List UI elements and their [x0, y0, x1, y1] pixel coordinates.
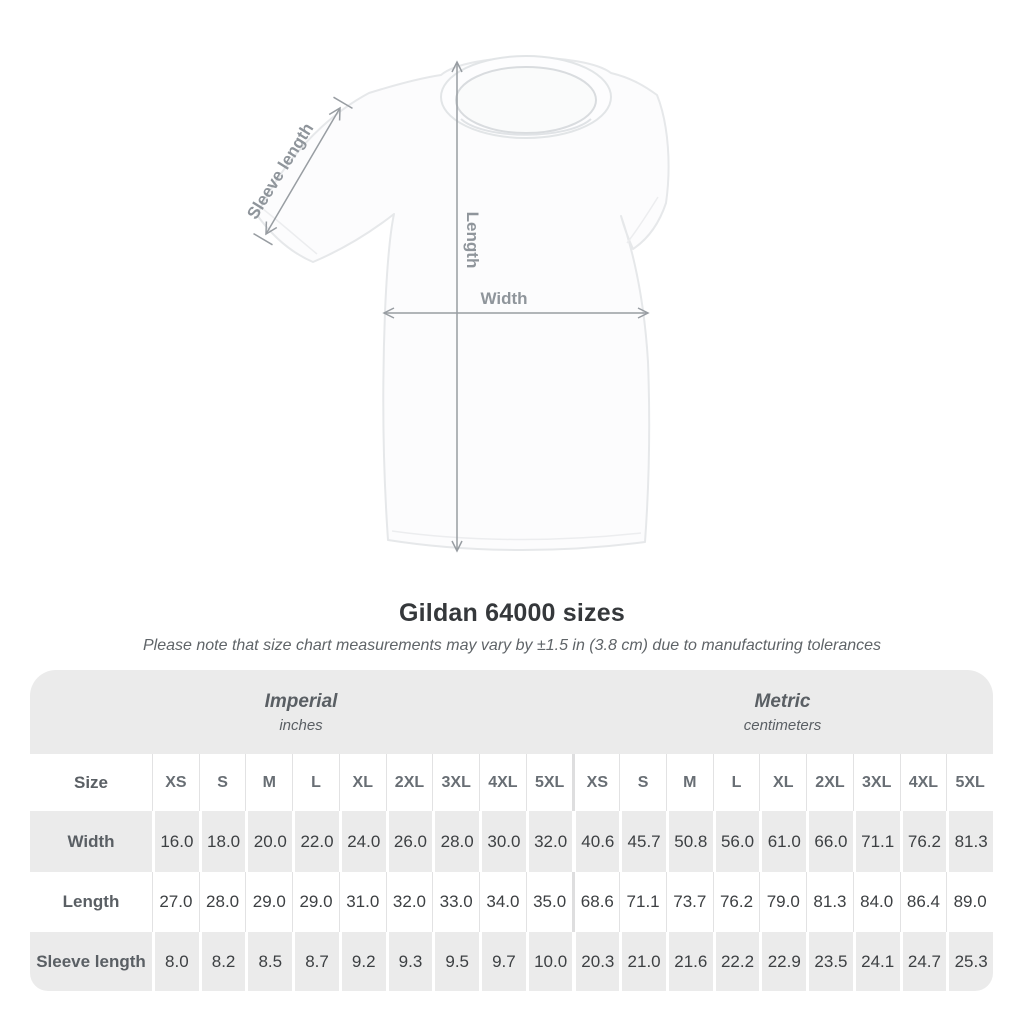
- table-row-width: [30, 811, 993, 872]
- collar-inner: [456, 67, 596, 133]
- measurement-cell: 22.0: [292, 811, 339, 872]
- size-header-cell-metric-xs: XS: [572, 754, 619, 811]
- heading: [0, 599, 1024, 655]
- measurement-cell: 20.3: [572, 932, 619, 991]
- measurement-cell: 10.0: [526, 932, 573, 991]
- size-header-row: [30, 754, 993, 811]
- tshirt-shape: [257, 56, 669, 550]
- measurement-cell: 24.7: [900, 932, 947, 991]
- imperial-label: Imperial: [264, 690, 338, 712]
- measurement-cell: 34.0: [479, 872, 526, 932]
- tolerance-note: Please note that size chart measurements may vary by ±1.5 in (3.8 cm) due to manufacturing tolerances: [142, 637, 882, 654]
- size-table: [30, 670, 993, 991]
- measurement-cell: 31.0: [339, 872, 386, 932]
- size-header-cell-imperial-3xl: 3XL: [432, 754, 479, 811]
- metric-label: Metric: [754, 690, 811, 712]
- size-header-cell-metric-s: S: [619, 754, 666, 811]
- measurement-cell: 26.0: [386, 811, 433, 872]
- measurement-cell: 32.0: [526, 811, 573, 872]
- sleeve-length-label: Sleeve length: [243, 119, 318, 223]
- measurement-cell: 24.1: [853, 932, 900, 991]
- measurement-cell: 66.0: [806, 811, 853, 872]
- size-header-cell-metric-xl: XL: [759, 754, 806, 811]
- measurement-cell: 29.0: [292, 872, 339, 932]
- measurement-cell: 61.0: [759, 811, 806, 872]
- measurement-cell: 76.2: [713, 872, 760, 932]
- table-row-sleeve-length: [30, 932, 993, 991]
- measurement-cell: 45.7: [619, 811, 666, 872]
- measurement-cell: 23.5: [806, 932, 853, 991]
- size-header-cell-imperial-4xl: 4XL: [479, 754, 526, 811]
- measurement-cell: 56.0: [713, 811, 760, 872]
- measurement-cell: 29.0: [245, 872, 292, 932]
- measurement-cell: 25.3: [946, 932, 993, 991]
- measurement-cell: 50.8: [666, 811, 713, 872]
- size-header-cell-imperial-l: L: [292, 754, 339, 811]
- metric-group-header: [572, 670, 993, 754]
- measurement-cell: 9.2: [339, 932, 386, 991]
- measurement-cell: 9.7: [479, 932, 526, 991]
- length-label: Length: [463, 211, 482, 269]
- measurement-cell: 71.1: [619, 872, 666, 932]
- row-label: Sleeve length: [36, 951, 146, 971]
- measurement-cell: 86.4: [900, 872, 947, 932]
- measurement-cell: 35.0: [526, 872, 573, 932]
- size-header-cell-metric-2xl: 2XL: [806, 754, 853, 811]
- size-header-cell-imperial-2xl: 2XL: [386, 754, 433, 811]
- measurement-cell: 40.6: [572, 811, 619, 872]
- measurement-cell: 81.3: [806, 872, 853, 932]
- size-header-cell-imperial-xl: XL: [339, 754, 386, 811]
- measurement-cell: 9.5: [432, 932, 479, 991]
- metric-unit: centimeters: [743, 716, 822, 734]
- measurement-cell: 79.0: [759, 872, 806, 932]
- measurement-cell: 71.1: [853, 811, 900, 872]
- measurement-cell: 30.0: [479, 811, 526, 872]
- measurement-cell: 18.0: [199, 811, 246, 872]
- size-header-cell-metric-5xl: 5XL: [946, 754, 993, 811]
- unit-group-header: [30, 670, 993, 754]
- measurement-cell: 8.2: [199, 932, 246, 991]
- measurement-cell: 21.6: [666, 932, 713, 991]
- size-header-cell-imperial-xs: XS: [152, 754, 199, 811]
- measurement-cell: 68.6: [572, 872, 619, 932]
- size-header-cell-metric-l: L: [713, 754, 760, 811]
- table-row-length: [30, 872, 993, 932]
- measurement-cell: 8.5: [245, 932, 292, 991]
- measurement-cell: 8.0: [152, 932, 199, 991]
- size-header-cell-metric-m: M: [666, 754, 713, 811]
- measurement-cell: 32.0: [386, 872, 433, 932]
- measurement-cell: 76.2: [900, 811, 947, 872]
- measurement-cell: 84.0: [853, 872, 900, 932]
- measurement-cell: 73.7: [666, 872, 713, 932]
- imperial-unit: inches: [279, 716, 323, 734]
- measurement-cell: 8.7: [292, 932, 339, 991]
- measurement-cell: 20.0: [245, 811, 292, 872]
- measurement-cell: 22.9: [759, 932, 806, 991]
- measurement-cell: 28.0: [199, 872, 246, 932]
- width-label: Width: [480, 289, 528, 308]
- size-header-cell-imperial-m: M: [245, 754, 292, 811]
- measurement-cell: 9.3: [386, 932, 433, 991]
- measurement-cell: 28.0: [432, 811, 479, 872]
- size-header-cell-imperial-5xl: 5XL: [526, 754, 573, 811]
- measurement-cell: 24.0: [339, 811, 386, 872]
- measurement-cell: 89.0: [946, 872, 993, 932]
- imperial-group-header: [30, 670, 572, 754]
- size-header-cell-imperial-s: S: [199, 754, 246, 811]
- measurement-cell: 33.0: [432, 872, 479, 932]
- size-header-cell-metric-4xl: 4XL: [900, 754, 947, 811]
- row-label: Width: [67, 831, 115, 851]
- row-label: Length: [62, 892, 120, 911]
- size-header-cell-metric-3xl: 3XL: [853, 754, 900, 811]
- measurement-cell: 21.0: [619, 932, 666, 991]
- size-column-header: Size: [73, 772, 109, 792]
- page-title: Gildan 64000 sizes: [399, 599, 625, 627]
- measurement-cell: 81.3: [946, 811, 993, 872]
- measurement-cell: 16.0: [152, 811, 199, 872]
- measurement-cell: 22.2: [713, 932, 760, 991]
- measurement-cell: 27.0: [152, 872, 199, 932]
